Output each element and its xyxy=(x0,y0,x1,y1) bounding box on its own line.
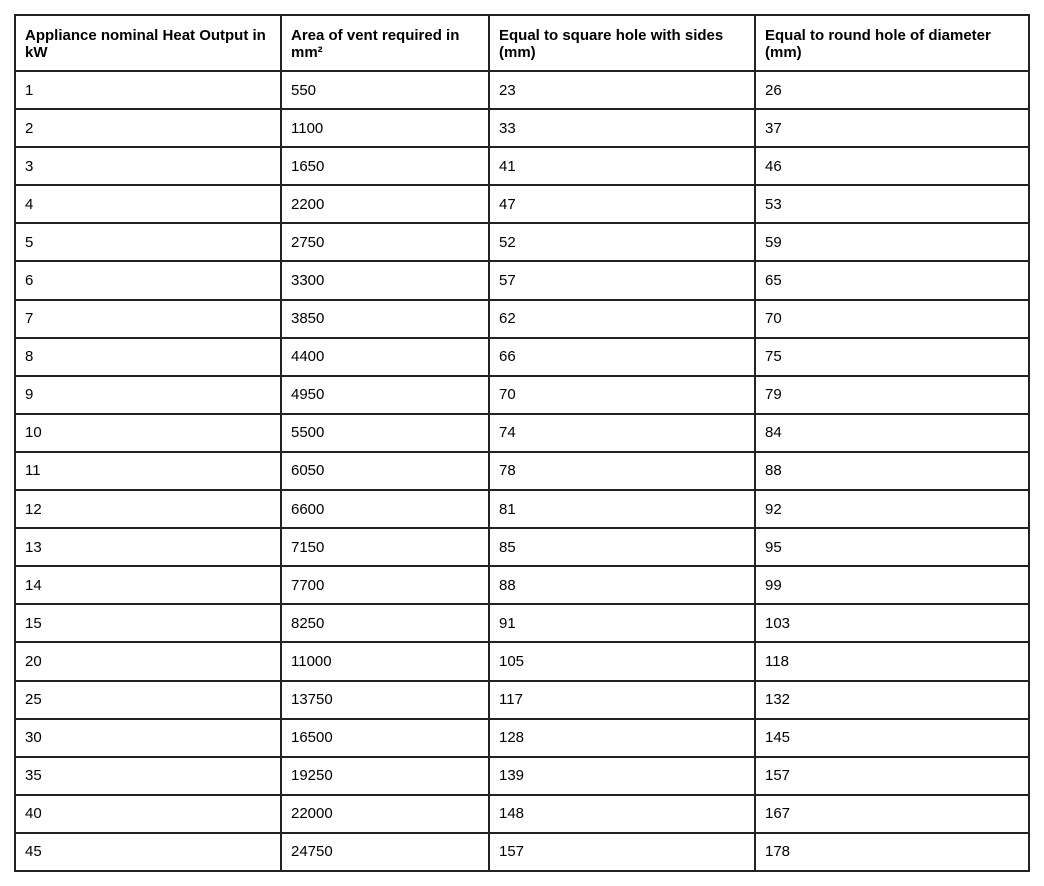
table-header xyxy=(15,15,1029,71)
table-body xyxy=(15,71,1029,871)
round-hole-cell: 118 xyxy=(755,642,1029,680)
heat-output-cell: 6 xyxy=(15,261,281,299)
table-row xyxy=(15,566,1029,604)
table-row xyxy=(15,528,1029,566)
heat-output-cell: 45 xyxy=(15,833,281,871)
square-hole-cell: 148 xyxy=(489,795,755,833)
heat-output-cell: 14 xyxy=(15,566,281,604)
table-row xyxy=(15,795,1029,833)
vent-area-cell: 11000 xyxy=(281,642,489,680)
table-row xyxy=(15,185,1029,223)
vent-area-cell: 3850 xyxy=(281,300,489,338)
table-row xyxy=(15,223,1029,261)
square-hole-cell: 91 xyxy=(489,604,755,642)
heat-output-cell: 25 xyxy=(15,681,281,719)
table-row xyxy=(15,71,1029,109)
vent-area-cell: 6050 xyxy=(281,452,489,490)
header-round-hole: Equal to round hole of diameter (mm) xyxy=(755,15,1029,71)
table-row xyxy=(15,376,1029,414)
round-hole-cell: 95 xyxy=(755,528,1029,566)
vent-area-cell: 22000 xyxy=(281,795,489,833)
heat-output-cell: 12 xyxy=(15,490,281,528)
vent-area-cell: 7150 xyxy=(281,528,489,566)
table-row xyxy=(15,604,1029,642)
heat-output-cell: 8 xyxy=(15,338,281,376)
vent-area-cell: 1650 xyxy=(281,147,489,185)
heat-output-cell: 1 xyxy=(15,71,281,109)
round-hole-cell: 46 xyxy=(755,147,1029,185)
vent-area-cell: 550 xyxy=(281,71,489,109)
table-row xyxy=(15,147,1029,185)
square-hole-cell: 41 xyxy=(489,147,755,185)
square-hole-cell: 85 xyxy=(489,528,755,566)
table-row xyxy=(15,642,1029,680)
round-hole-cell: 53 xyxy=(755,185,1029,223)
round-hole-cell: 157 xyxy=(755,757,1029,795)
header-vent-area: Area of vent required in mm² xyxy=(281,15,489,71)
table-row xyxy=(15,757,1029,795)
round-hole-cell: 103 xyxy=(755,604,1029,642)
square-hole-cell: 70 xyxy=(489,376,755,414)
vent-area-cell: 1100 xyxy=(281,109,489,147)
round-hole-cell: 37 xyxy=(755,109,1029,147)
table-row xyxy=(15,681,1029,719)
round-hole-cell: 88 xyxy=(755,452,1029,490)
vent-area-cell: 3300 xyxy=(281,261,489,299)
table-row xyxy=(15,338,1029,376)
heat-output-cell: 7 xyxy=(15,300,281,338)
round-hole-cell: 84 xyxy=(755,414,1029,452)
vent-area-cell: 13750 xyxy=(281,681,489,719)
square-hole-cell: 128 xyxy=(489,719,755,757)
square-hole-cell: 157 xyxy=(489,833,755,871)
heat-output-cell: 30 xyxy=(15,719,281,757)
table-row xyxy=(15,109,1029,147)
table-row xyxy=(15,833,1029,871)
heat-output-cell: 4 xyxy=(15,185,281,223)
square-hole-cell: 117 xyxy=(489,681,755,719)
vent-area-cell: 5500 xyxy=(281,414,489,452)
round-hole-cell: 65 xyxy=(755,261,1029,299)
vent-area-cell: 2750 xyxy=(281,223,489,261)
round-hole-cell: 70 xyxy=(755,300,1029,338)
round-hole-cell: 178 xyxy=(755,833,1029,871)
table-row xyxy=(15,414,1029,452)
heat-output-cell: 15 xyxy=(15,604,281,642)
round-hole-cell: 59 xyxy=(755,223,1029,261)
vent-area-cell: 7700 xyxy=(281,566,489,604)
heat-output-cell: 20 xyxy=(15,642,281,680)
table-row xyxy=(15,300,1029,338)
table-row xyxy=(15,490,1029,528)
square-hole-cell: 66 xyxy=(489,338,755,376)
vent-area-cell: 4950 xyxy=(281,376,489,414)
vent-area-cell: 19250 xyxy=(281,757,489,795)
header-square-hole: Equal to square hole with sides (mm) xyxy=(489,15,755,71)
square-hole-cell: 78 xyxy=(489,452,755,490)
round-hole-cell: 26 xyxy=(755,71,1029,109)
round-hole-cell: 79 xyxy=(755,376,1029,414)
round-hole-cell: 145 xyxy=(755,719,1029,757)
square-hole-cell: 23 xyxy=(489,71,755,109)
vent-area-cell: 16500 xyxy=(281,719,489,757)
round-hole-cell: 167 xyxy=(755,795,1029,833)
vent-area-cell: 2200 xyxy=(281,185,489,223)
heat-output-cell: 9 xyxy=(15,376,281,414)
vent-area-cell: 24750 xyxy=(281,833,489,871)
square-hole-cell: 62 xyxy=(489,300,755,338)
heat-output-cell: 13 xyxy=(15,528,281,566)
heat-output-cell: 11 xyxy=(15,452,281,490)
square-hole-cell: 139 xyxy=(489,757,755,795)
table-row xyxy=(15,719,1029,757)
table-row xyxy=(15,261,1029,299)
round-hole-cell: 92 xyxy=(755,490,1029,528)
square-hole-cell: 74 xyxy=(489,414,755,452)
heat-output-cell: 40 xyxy=(15,795,281,833)
square-hole-cell: 33 xyxy=(489,109,755,147)
vent-size-table xyxy=(14,14,1030,872)
round-hole-cell: 99 xyxy=(755,566,1029,604)
vent-area-cell: 6600 xyxy=(281,490,489,528)
header-row xyxy=(15,15,1029,71)
round-hole-cell: 132 xyxy=(755,681,1029,719)
square-hole-cell: 105 xyxy=(489,642,755,680)
square-hole-cell: 81 xyxy=(489,490,755,528)
round-hole-cell: 75 xyxy=(755,338,1029,376)
heat-output-cell: 5 xyxy=(15,223,281,261)
heat-output-cell: 35 xyxy=(15,757,281,795)
vent-area-cell: 8250 xyxy=(281,604,489,642)
square-hole-cell: 47 xyxy=(489,185,755,223)
header-heat-output: Appliance nominal Heat Output in kW xyxy=(15,15,281,71)
heat-output-cell: 3 xyxy=(15,147,281,185)
heat-output-cell: 2 xyxy=(15,109,281,147)
square-hole-cell: 52 xyxy=(489,223,755,261)
table-row xyxy=(15,452,1029,490)
heat-output-cell: 10 xyxy=(15,414,281,452)
square-hole-cell: 57 xyxy=(489,261,755,299)
square-hole-cell: 88 xyxy=(489,566,755,604)
vent-area-cell: 4400 xyxy=(281,338,489,376)
